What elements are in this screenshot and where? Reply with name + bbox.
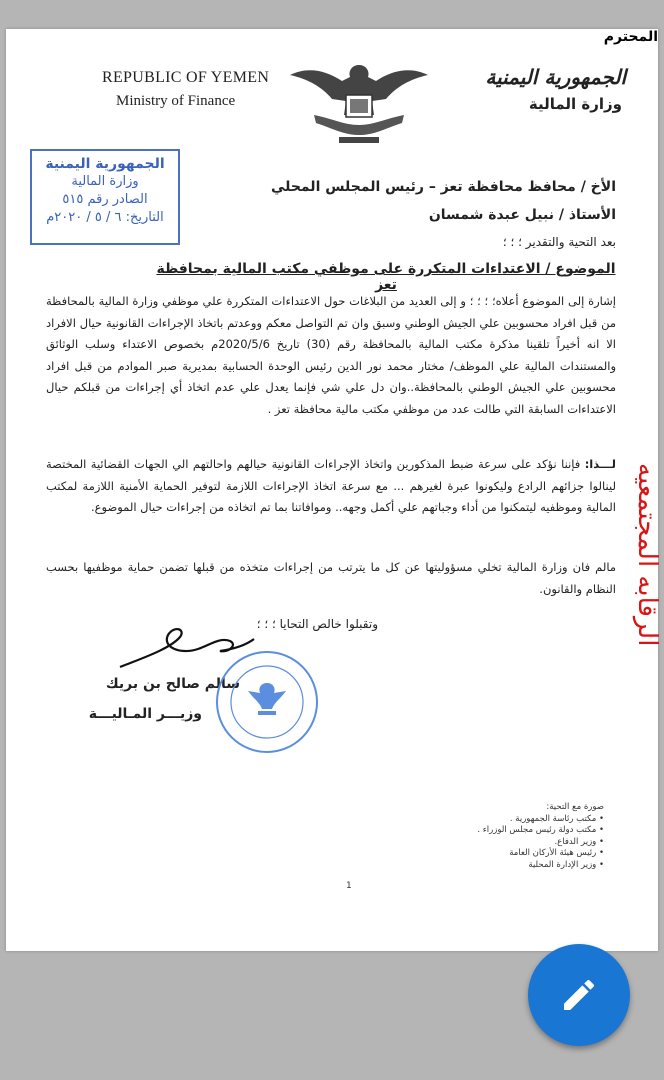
letter-subject: الموضوع / الاعتداءات المتكررة على موظفي مكتب المالية بمحافظة تعز bbox=[156, 261, 616, 293]
paragraph-2-body: فإننا نؤكد على سرعة ضبط المذكورين واتخاذ الإجراءات القانونية حيالهم واحالتهم الي الجهات القضائية المختصة لينالوا جزائهم الرادع وليكونوا عبرة لغيرهم ... مع سرعة اتخاذ الإجراءات اللازمة لتوفير الحماية الأمنية اللازمة لمكتب المالية وموظفيه ليتمكنوا من أداء وجباتهم علي أكمل وجهه.. وموافاتنا بما تم اتخاذه من إجراءات حيال الموضوع. bbox=[46, 457, 616, 514]
outgoing-number-stamp bbox=[30, 149, 180, 245]
cc-list bbox=[364, 802, 604, 871]
cc-item: • وزير الإدارة المحلية bbox=[364, 860, 604, 872]
stamp-number-value: ٥١٥ bbox=[62, 192, 84, 207]
yemen-eagle-emblem-icon bbox=[284, 55, 434, 150]
stamp-ministry: وزارة المالية bbox=[71, 174, 139, 189]
stamp-number-label: الصادر رقم bbox=[87, 192, 148, 207]
honorific: المحترم bbox=[603, 29, 658, 45]
cc-item: • مكتب دولة رئيس مجلس الوزراء . bbox=[364, 825, 604, 837]
signatory-title: وزيـــر المـاليـــة bbox=[88, 706, 202, 722]
letterhead-ministry-ar: وزارة المالية bbox=[528, 95, 622, 113]
edit-fab-button[interactable] bbox=[528, 944, 630, 1046]
edit-pencil-icon bbox=[559, 975, 599, 1015]
cc-item: • مكتب رئاسة الجمهورية . bbox=[364, 814, 604, 826]
cc-item: • وزير الدفاع. bbox=[364, 837, 604, 849]
cc-label: صورة مع التحية: bbox=[546, 802, 604, 812]
ministry-seal-stamp bbox=[212, 647, 322, 757]
letterhead-ministry-en: Ministry of Finance bbox=[116, 93, 236, 109]
paragraph-2 bbox=[46, 454, 616, 519]
stamp-date-value: ٦ / ٥ / ٢٠٢٠م bbox=[46, 210, 122, 225]
paragraph-3: مالم فان وزارة المالية تخلي مسؤوليتها عن كل ما يترتب من إجراءات متخذه من قبلها تضمن حماية موظفيها بحسب النظام والقانون. bbox=[46, 560, 616, 596]
paragraph-2-lead: لـــذا: bbox=[584, 457, 616, 471]
letterhead-republic-ar: الجمهورية اليمنية bbox=[485, 65, 626, 89]
page-number: 1 bbox=[346, 881, 352, 891]
stamp-title: الجمهورية اليمنية bbox=[45, 156, 165, 172]
watermark-annotation: الرقابه المجتمعيه bbox=[632, 463, 662, 647]
stamp-date-label: التاريخ bbox=[130, 210, 164, 225]
cc-item: • رئيس هيئة الأركان العامة bbox=[364, 848, 604, 860]
greeting: بعد التحية والتقدير ؛ ؛ ؛ bbox=[502, 235, 616, 249]
paragraph-1: إشارة إلى الموضوع أعلاه؛ ؛ ؛ ؛ و إلى العديد من البلاغات حول الاعتداءات المتكررة علي موظفي وزارة المالية بالمحافظة من قبل افراد محسوبين علي الجيش الوطني وسبق وان تم التواصل معكم ووعدتم باتخاذ الإجراءات القانونية حيال الافراد الا انه أخيراً تلقينا مذكرة مكتب المالية بالمحافظة رقم (30) تاريخ 2020/5/6م بخصوص الاعتداء وسلب الوثائق والمستندات المالية علي الموظف/ مختار محمد نور الدين رئيس الوحدة الحسابية بمديرية صبر الموادم من قبل افراد محسوبين علي الجيش الوطني بالمحافظة..وان دل علي شي فإنما يعدل علي عدم اتخاذ أي إجراءات من قبلكم حيال الاعتداءات السابقة التي طالت عدد من موظفي مكتب مالية محافظة تعز . bbox=[46, 294, 616, 416]
addressee-line-2: الأستاذ / نبيل عبدة شمسان bbox=[428, 207, 616, 223]
signatory-name: سالم صالح بن بريك bbox=[105, 676, 240, 692]
document-page bbox=[6, 29, 662, 951]
addressee-line-1: الأخ / محافظ محافظة تعز – رئيس المجلس المحلي bbox=[270, 179, 616, 195]
letterhead-republic-en: REPUBLIC OF YEMEN bbox=[102, 69, 270, 86]
stamp-date-row: التاريخ: ٦ / ٥ / ٢٠٢٠م bbox=[46, 210, 164, 225]
closing-line: وتقبلوا خالص التحايا ؛ ؛ ؛ bbox=[256, 617, 378, 631]
